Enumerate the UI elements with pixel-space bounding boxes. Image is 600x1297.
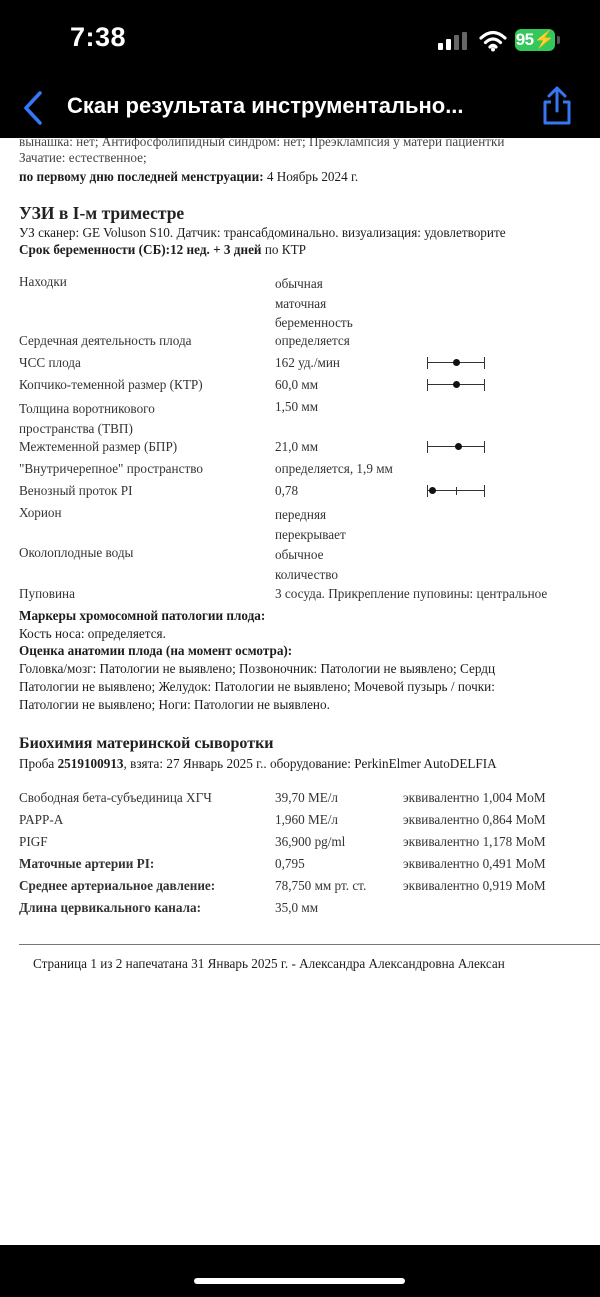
share-icon[interactable]: [540, 86, 574, 126]
page-title: Скан результата инструментально...: [67, 93, 464, 118]
lmp-label: по первому дню последней менструации:: [19, 169, 264, 184]
biochem-mom: эквивалентно 1,178 MoM: [403, 834, 546, 849]
finding-value: 162 уд./мин: [275, 355, 340, 370]
biochem-mom: эквивалентно 1,004 MoM: [403, 790, 546, 805]
battery-level: 95: [515, 30, 534, 49]
probe-details: , взята: 27 Январь 2025 г.. оборудование: PerkinElmer AutoDELFIA: [123, 756, 497, 771]
nasal-bone-line: Кость носа: определяется.: [19, 626, 166, 641]
biochem-value: 0,795: [275, 856, 305, 871]
biochem-value: 78,750 мм рт. ст.: [275, 878, 367, 893]
finding-value: определяется, 1,9 мм: [275, 461, 393, 476]
ultrasound-section-title: УЗИ в I-м триместре: [19, 203, 185, 223]
finding-value: 60,0 мм: [275, 377, 319, 392]
probe-prefix: Проба: [19, 756, 58, 771]
range-bar: [427, 357, 485, 369]
probe-id: 2519100913: [57, 756, 124, 771]
range-bar: [427, 441, 485, 453]
biochem-label: Маточные артерии PI:: [19, 856, 155, 871]
page-divider: [19, 944, 600, 945]
finding-label: Венозный проток PI: [19, 483, 133, 498]
biochem-mom: эквивалентно 0,491 MoM: [403, 856, 546, 871]
biochem-label: Длина цервикального канала:: [19, 900, 201, 915]
biochem-mom: эквивалентно 0,919 MoM: [403, 878, 546, 893]
biochem-value: 35,0 мм: [275, 900, 319, 915]
chromosomal-markers-title: Маркеры хромосомной патологии плода:: [19, 608, 266, 623]
lmp-line: [19, 169, 358, 185]
gestational-age-line: [19, 242, 306, 258]
back-chevron-icon[interactable]: [20, 90, 46, 126]
charging-bolt-icon: ⚡: [533, 30, 555, 49]
finding-value: обычное количество: [275, 547, 338, 582]
finding-value: 3 сосуда. Прикрепление пуповины: центральное: [275, 586, 548, 601]
document-scan[interactable]: [0, 138, 600, 1245]
finding-label: Околоплодные воды: [19, 545, 134, 560]
range-bar: [427, 379, 485, 391]
finding-label: ЧСС плода: [19, 355, 81, 370]
biochem-mom: эквивалентно 0,864 MoM: [403, 812, 546, 827]
battery-icon: [515, 29, 555, 51]
biochem-label: PAPP-A: [19, 812, 64, 827]
navigation-bar: [0, 80, 600, 136]
biochem-label: PIGF: [19, 834, 48, 849]
conception-line: Зачатие: естественное;: [19, 150, 147, 165]
cut-off-line: вынашка: нет; Антифосфолипидный синдром: нет; Преэклампсия у матери пациентки: [19, 138, 505, 149]
range-bar: [427, 485, 485, 497]
biochem-label: Среднее артериальное давление:: [19, 878, 216, 893]
finding-value: определяется: [275, 333, 350, 348]
biochem-value: 39,70 МЕ/л: [275, 790, 338, 805]
status-bar: [0, 0, 600, 80]
finding-label: Сердечная деятельность плода: [19, 333, 192, 348]
wifi-icon: [479, 30, 507, 52]
clock: 7:38: [70, 22, 127, 52]
finding-label: Хорион: [19, 505, 62, 520]
anatomy-line: Патологии не выявлено; Желудок: Патологии не выявлено; Мочевой пузырь / почки:: [19, 679, 495, 694]
finding-label: Толщина воротникового пространства (ТВП): [19, 401, 155, 436]
finding-value: 0,78: [275, 483, 299, 498]
page-footer: Страница 1 из 2 напечатана 31 Январь 2025 г. - Александра Александровна Алексан: [33, 956, 505, 971]
finding-label: Копчико-теменной размер (КТР): [19, 377, 203, 392]
finding-label: Межтеменной размер (БПР): [19, 439, 178, 454]
cellular-signal-icon: [438, 32, 470, 50]
probe-line: [19, 756, 497, 772]
anatomy-line: Патологии не выявлено; Ноги: Патологии не выявлено.: [19, 697, 330, 712]
finding-value: обычная маточная беременность: [275, 276, 353, 330]
lmp-value: 4 Ноябрь 2024 г.: [266, 169, 359, 184]
home-indicator[interactable]: [194, 1278, 405, 1284]
anatomy-title: Оценка анатомии плода (на момент осмотра):: [19, 643, 293, 658]
gestational-age-label: Срок беременности (СБ):12 нед. + 3 дней: [19, 242, 262, 257]
finding-value: 1,50 мм: [275, 399, 319, 414]
biochemistry-section-title: Биохимия материнской сыворотки: [19, 735, 274, 752]
finding-value: передняя перекрывает: [275, 507, 346, 542]
battery-tip: [557, 36, 560, 44]
finding-label: Находки: [19, 274, 67, 289]
gestational-age-suffix: по КТР: [261, 242, 306, 257]
scanner-info: УЗ сканер: GE Voluson S10. Датчик: трансабдоминально. визуализация: удовлетворите: [19, 225, 506, 240]
anatomy-line: Головка/мозг: Патологии не выявлено; Позвоночник: Патологии не выявлено; Сердц: [19, 661, 496, 676]
finding-label: Пуповина: [19, 586, 75, 601]
biochem-label: Свободная бета-субъединица ХГЧ: [19, 790, 212, 805]
finding-value: 21,0 мм: [275, 439, 319, 454]
finding-label: "Внутричерепное" пространство: [19, 461, 203, 476]
biochem-value: 1,960 МЕ/л: [275, 812, 338, 827]
biochem-value: 36,900 pg/ml: [275, 834, 346, 849]
